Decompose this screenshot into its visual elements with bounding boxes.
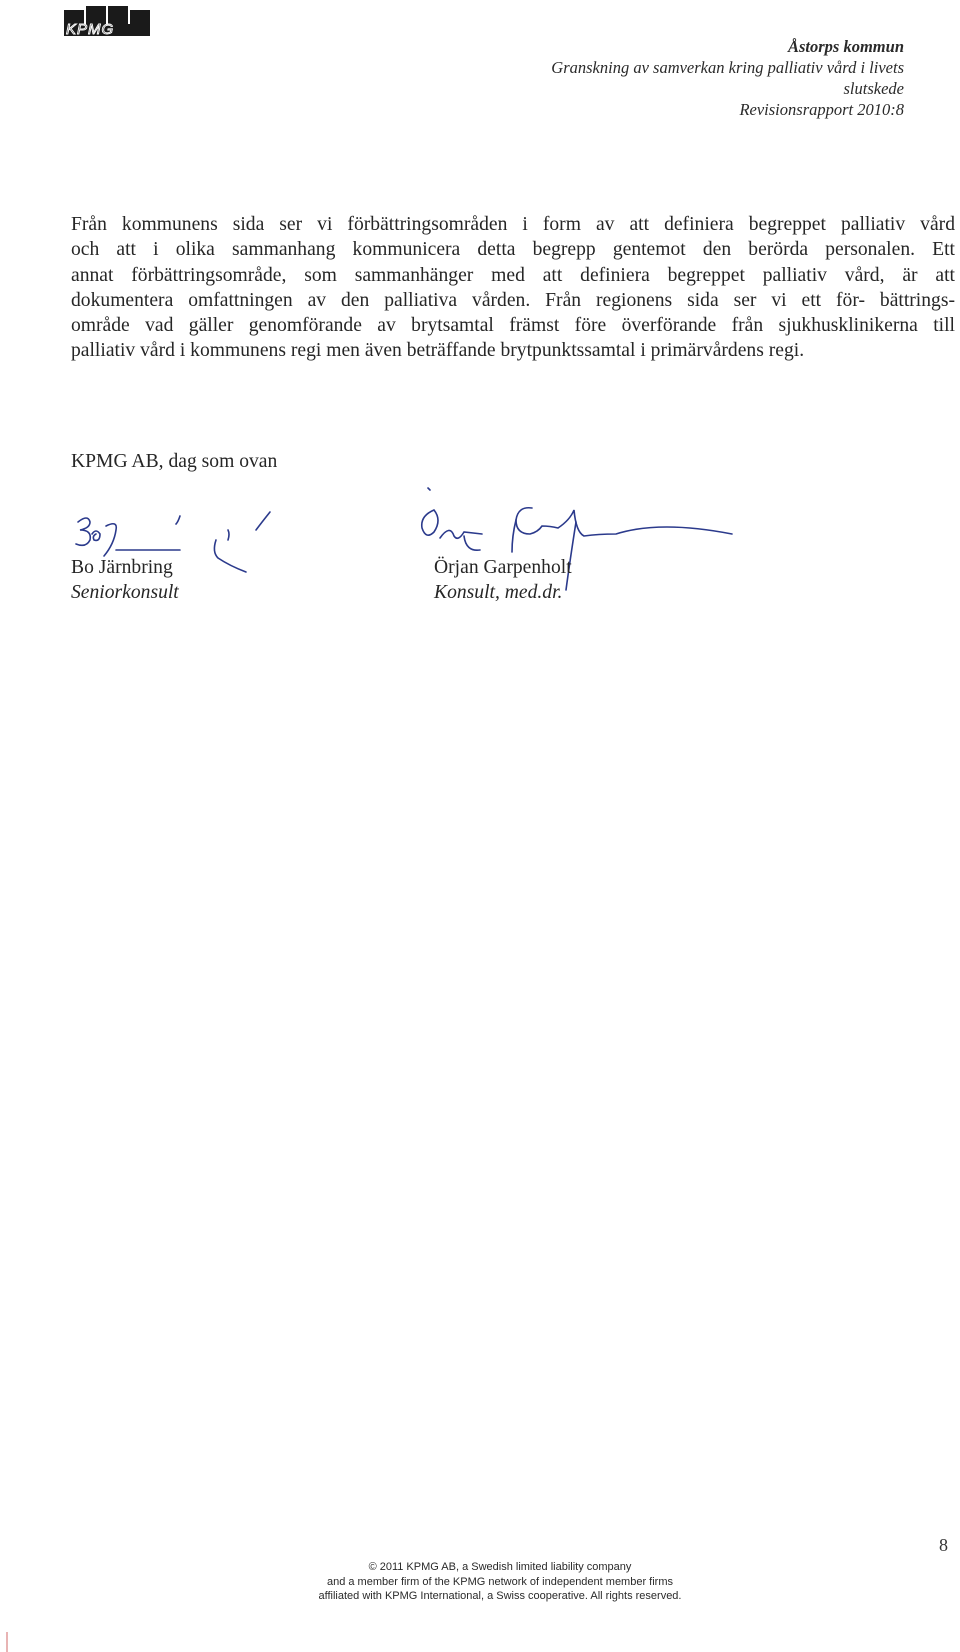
- report-subtitle-line1: Granskning av samverkan kring palliativ vård i livets: [551, 58, 904, 77]
- footer-line: © 2011 KPMG AB, a Swedish limited liability company: [368, 1561, 632, 1573]
- report-subtitle-line2: slutskede: [843, 79, 904, 98]
- signatory-title: Seniorkonsult: [71, 582, 179, 603]
- page-number: 8: [939, 1535, 948, 1555]
- signatory-1: [71, 555, 179, 605]
- body-line: och att i olika sammanhang kommunicera detta begrepp gentemot den berörda personalen. Ett: [71, 239, 955, 261]
- footer-line: affiliated with KPMG International, a Swiss cooperative. All rights reserved.: [318, 1590, 682, 1602]
- signatory-name: Örjan Garpenholt: [434, 557, 572, 578]
- footer-line: and a member firm of the KPMG network of independent member firms: [326, 1575, 674, 1588]
- body-line: Från kommunens sida ser vi förbättringsområden i form av att definiera begreppet palliativ vård: [71, 214, 955, 235]
- report-number: Revisionsrapport 2010:8: [739, 100, 904, 119]
- body-line: palliativ vård i kommunens regi men även beträffande brytpunktssamtal i primärvårdens regi.: [71, 340, 805, 362]
- report-header: [484, 36, 904, 120]
- kpmg-logo: [64, 6, 154, 36]
- signatory-title: Konsult, med.dr.: [434, 582, 563, 603]
- svg-text:KPMG: KPMG: [66, 21, 115, 36]
- body-line: dokumentera omfattningen av den palliativa vården. Från regionens sida ser vi ett för- bättrings-: [71, 289, 955, 311]
- margin-mark: [6, 1632, 8, 1652]
- body-paragraph: [71, 212, 955, 364]
- closing-line: KPMG AB, dag som ovan: [71, 451, 278, 472]
- copyright-footer: [200, 1560, 800, 1604]
- signatory-name: Bo Järnbring: [71, 557, 173, 578]
- organization-name: Åstorps kommun: [788, 37, 904, 56]
- signatory-2: [434, 555, 572, 605]
- body-line: område vad gäller genomförande av brytsamtal främst före överförande från sjukhusklinikerna till: [71, 315, 955, 337]
- body-line: annat förbättringsområde, som sammanhänger med att definiera begreppet palliativ vård, är att: [71, 264, 955, 286]
